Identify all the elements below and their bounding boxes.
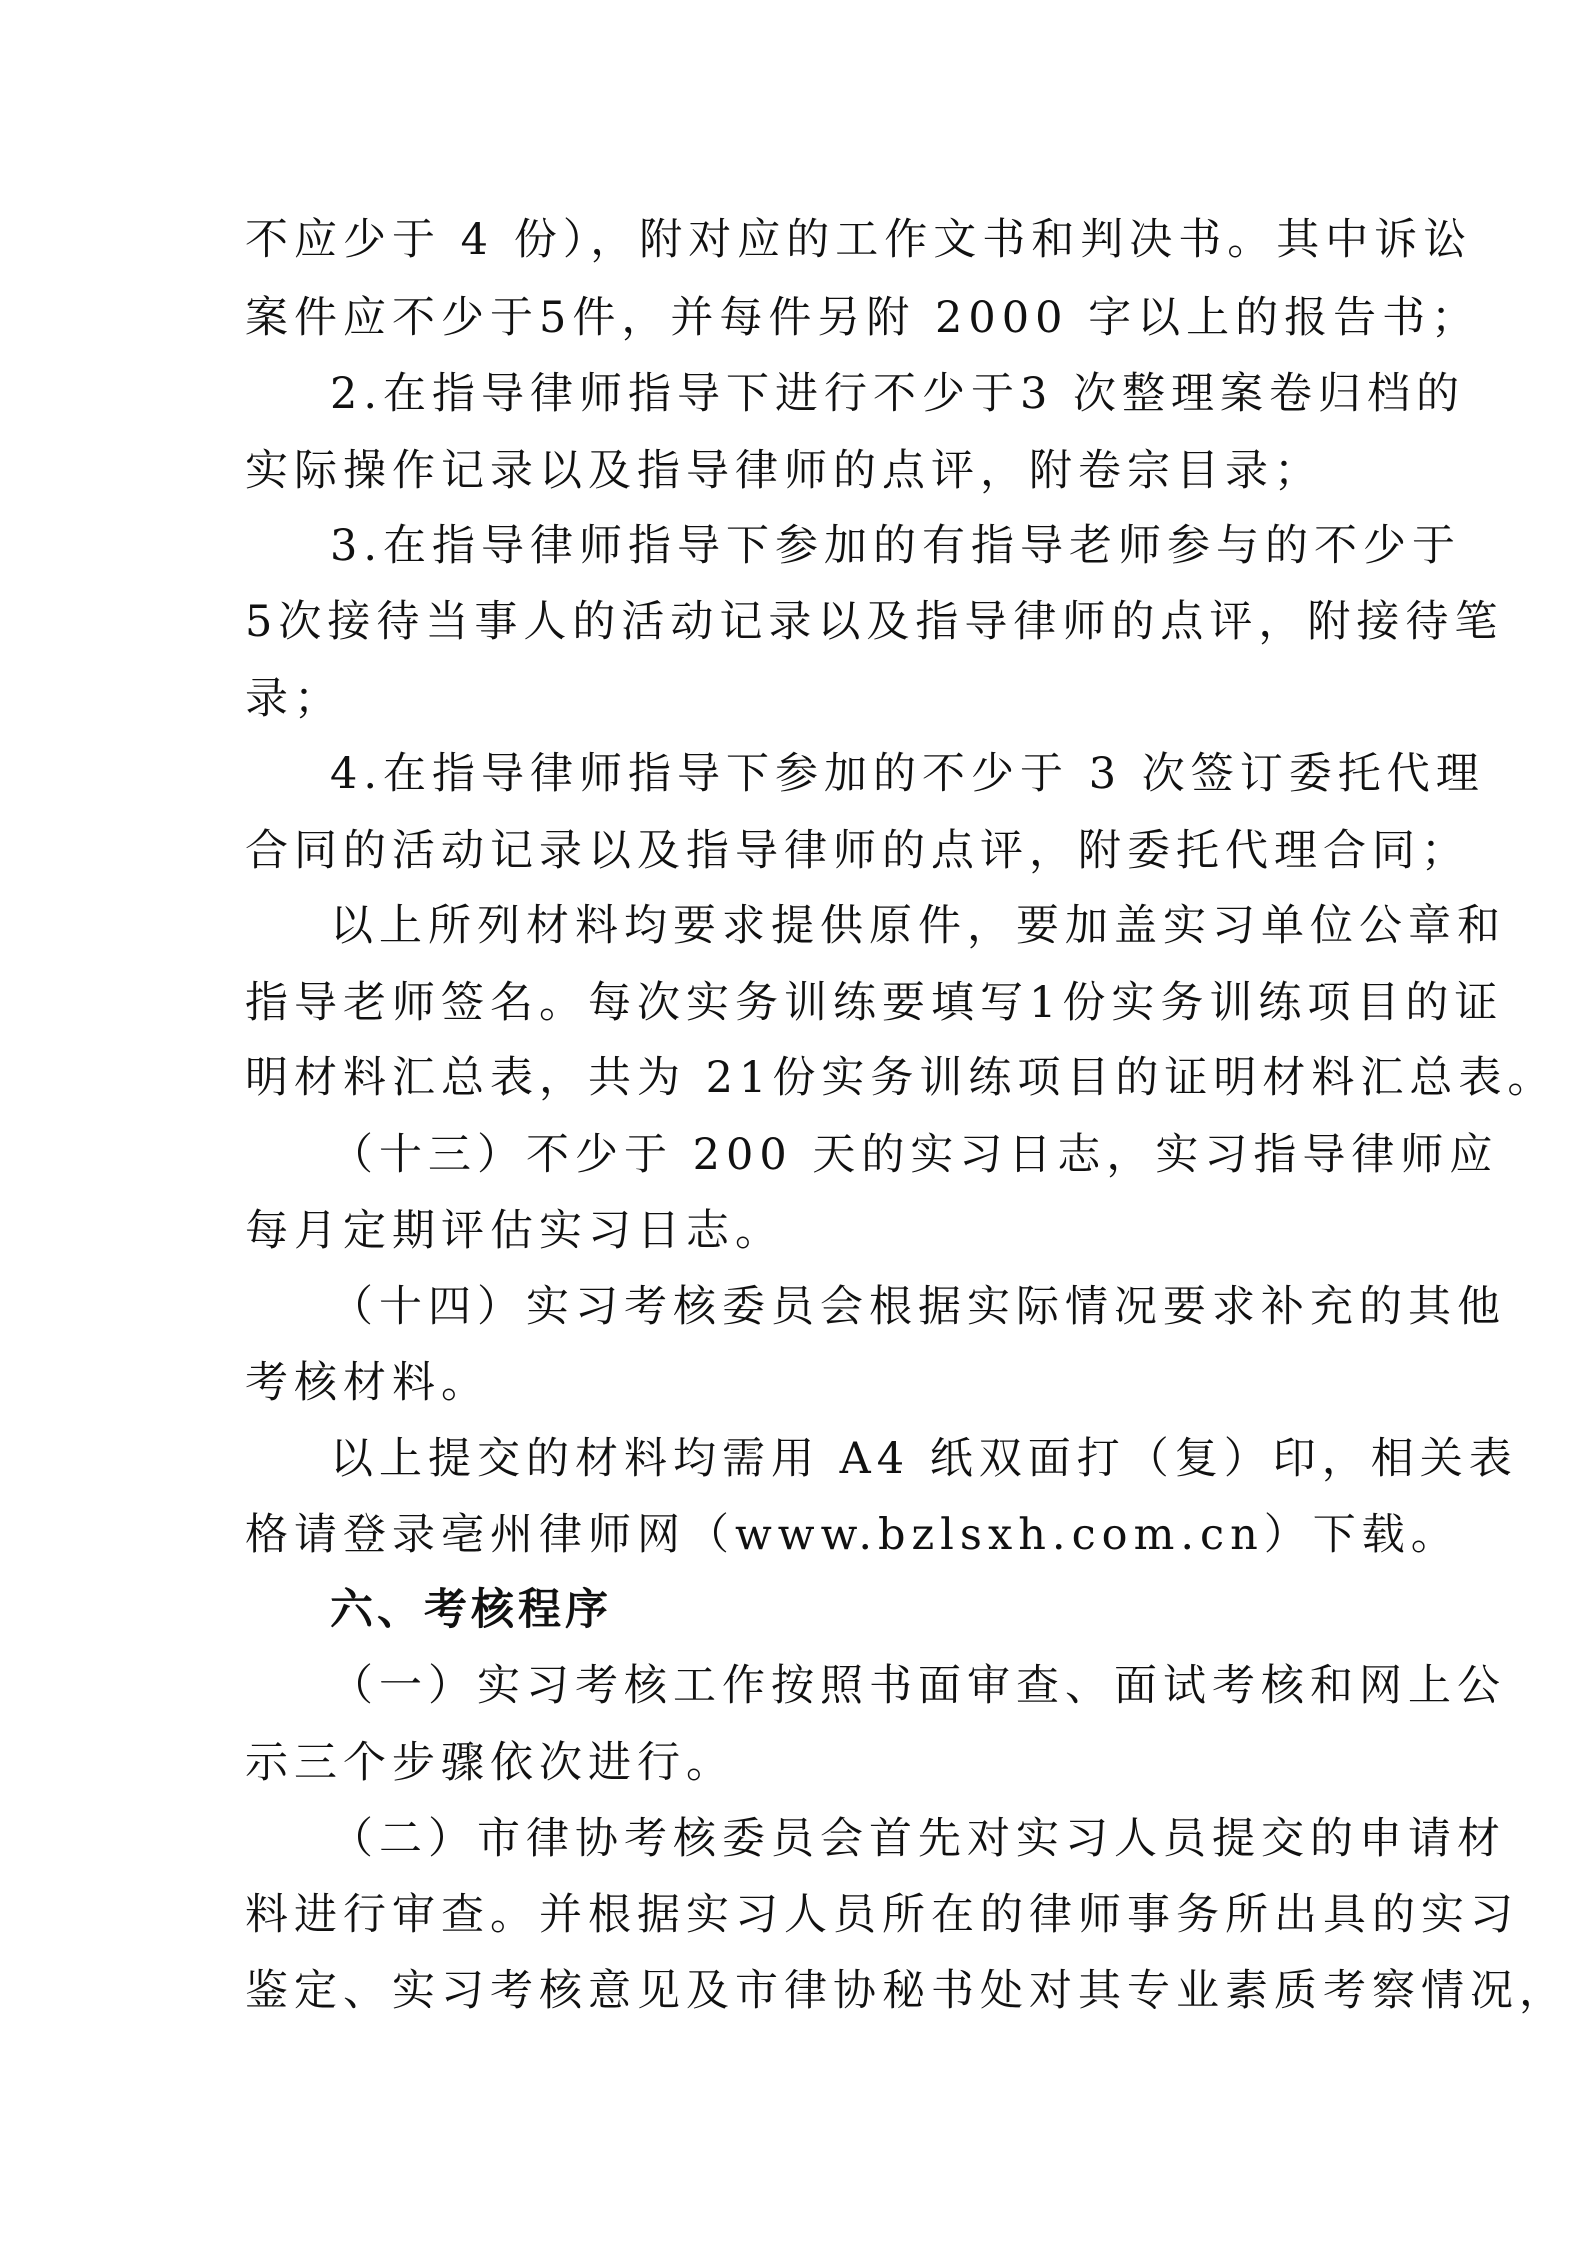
text-line: 示三个步骤依次进行。 bbox=[245, 1738, 735, 1788]
text-line: 以上所列材料均要求提供原件，要加盖实习单位公章和 bbox=[330, 901, 1506, 951]
text-line: 2.在指导律师指导下进行不少于3 次整理案卷归档的 bbox=[330, 369, 1466, 419]
text-line: 5次接待当事人的活动记录以及指导律师的点评，附接待笔 bbox=[245, 597, 1504, 647]
section-heading: 六、考核程序 bbox=[330, 1585, 612, 1635]
text-line: （十三）不少于 200 天的实习日志，实习指导律师应 bbox=[330, 1130, 1499, 1180]
text-line: 3.在指导律师指导下参加的有指导老师参与的不少于 bbox=[330, 521, 1462, 571]
text-line: 不应少于 4 份），附对应的工作文书和判决书。其中诉讼 bbox=[245, 215, 1473, 265]
text-line: 指导老师签名。每次实务训练要填写1份实务训练项目的证 bbox=[245, 978, 1504, 1028]
text-line: （一）实习考核工作按照书面审查、面试考核和网上公 bbox=[330, 1661, 1506, 1711]
text-line: 料进行审查。并根据实习人员所在的律师事务所出具的实习 bbox=[245, 1890, 1519, 1940]
text-line: 每月定期评估实习日志。 bbox=[245, 1206, 784, 1256]
text-line: （二）市律协考核委员会首先对实习人员提交的申请材 bbox=[330, 1814, 1506, 1864]
text-line: 合同的活动记录以及指导律师的点评，附委托代理合同； bbox=[245, 826, 1470, 876]
text-line: 鉴定、实习考核意见及市律协秘书处对其专业素质考察情况， bbox=[245, 1966, 1568, 2016]
text-line: 录； bbox=[245, 674, 343, 724]
text-line: 案件应不少于5件，并每件另附 2000 字以上的报告书； bbox=[245, 293, 1481, 343]
text-line: 4.在指导律师指导下参加的不少于 3 次签订委托代理 bbox=[330, 749, 1485, 799]
text-line: 明材料汇总表，共为 21份实务训练项目的证明材料汇总表。 bbox=[245, 1053, 1557, 1103]
text-line: 以上提交的材料均需用 A4 纸双面打（复）印，相关表 bbox=[330, 1434, 1518, 1484]
text-line: 实际操作记录以及指导律师的点评，附卷宗目录； bbox=[245, 446, 1323, 496]
text-line: 考核材料。 bbox=[245, 1358, 490, 1408]
text-line: （十四）实习考核委员会根据实际情况要求补充的其他 bbox=[330, 1282, 1506, 1332]
text-line: 格请登录亳州律师网（www.bzlsxh.com.cn）下载。 bbox=[245, 1510, 1460, 1560]
